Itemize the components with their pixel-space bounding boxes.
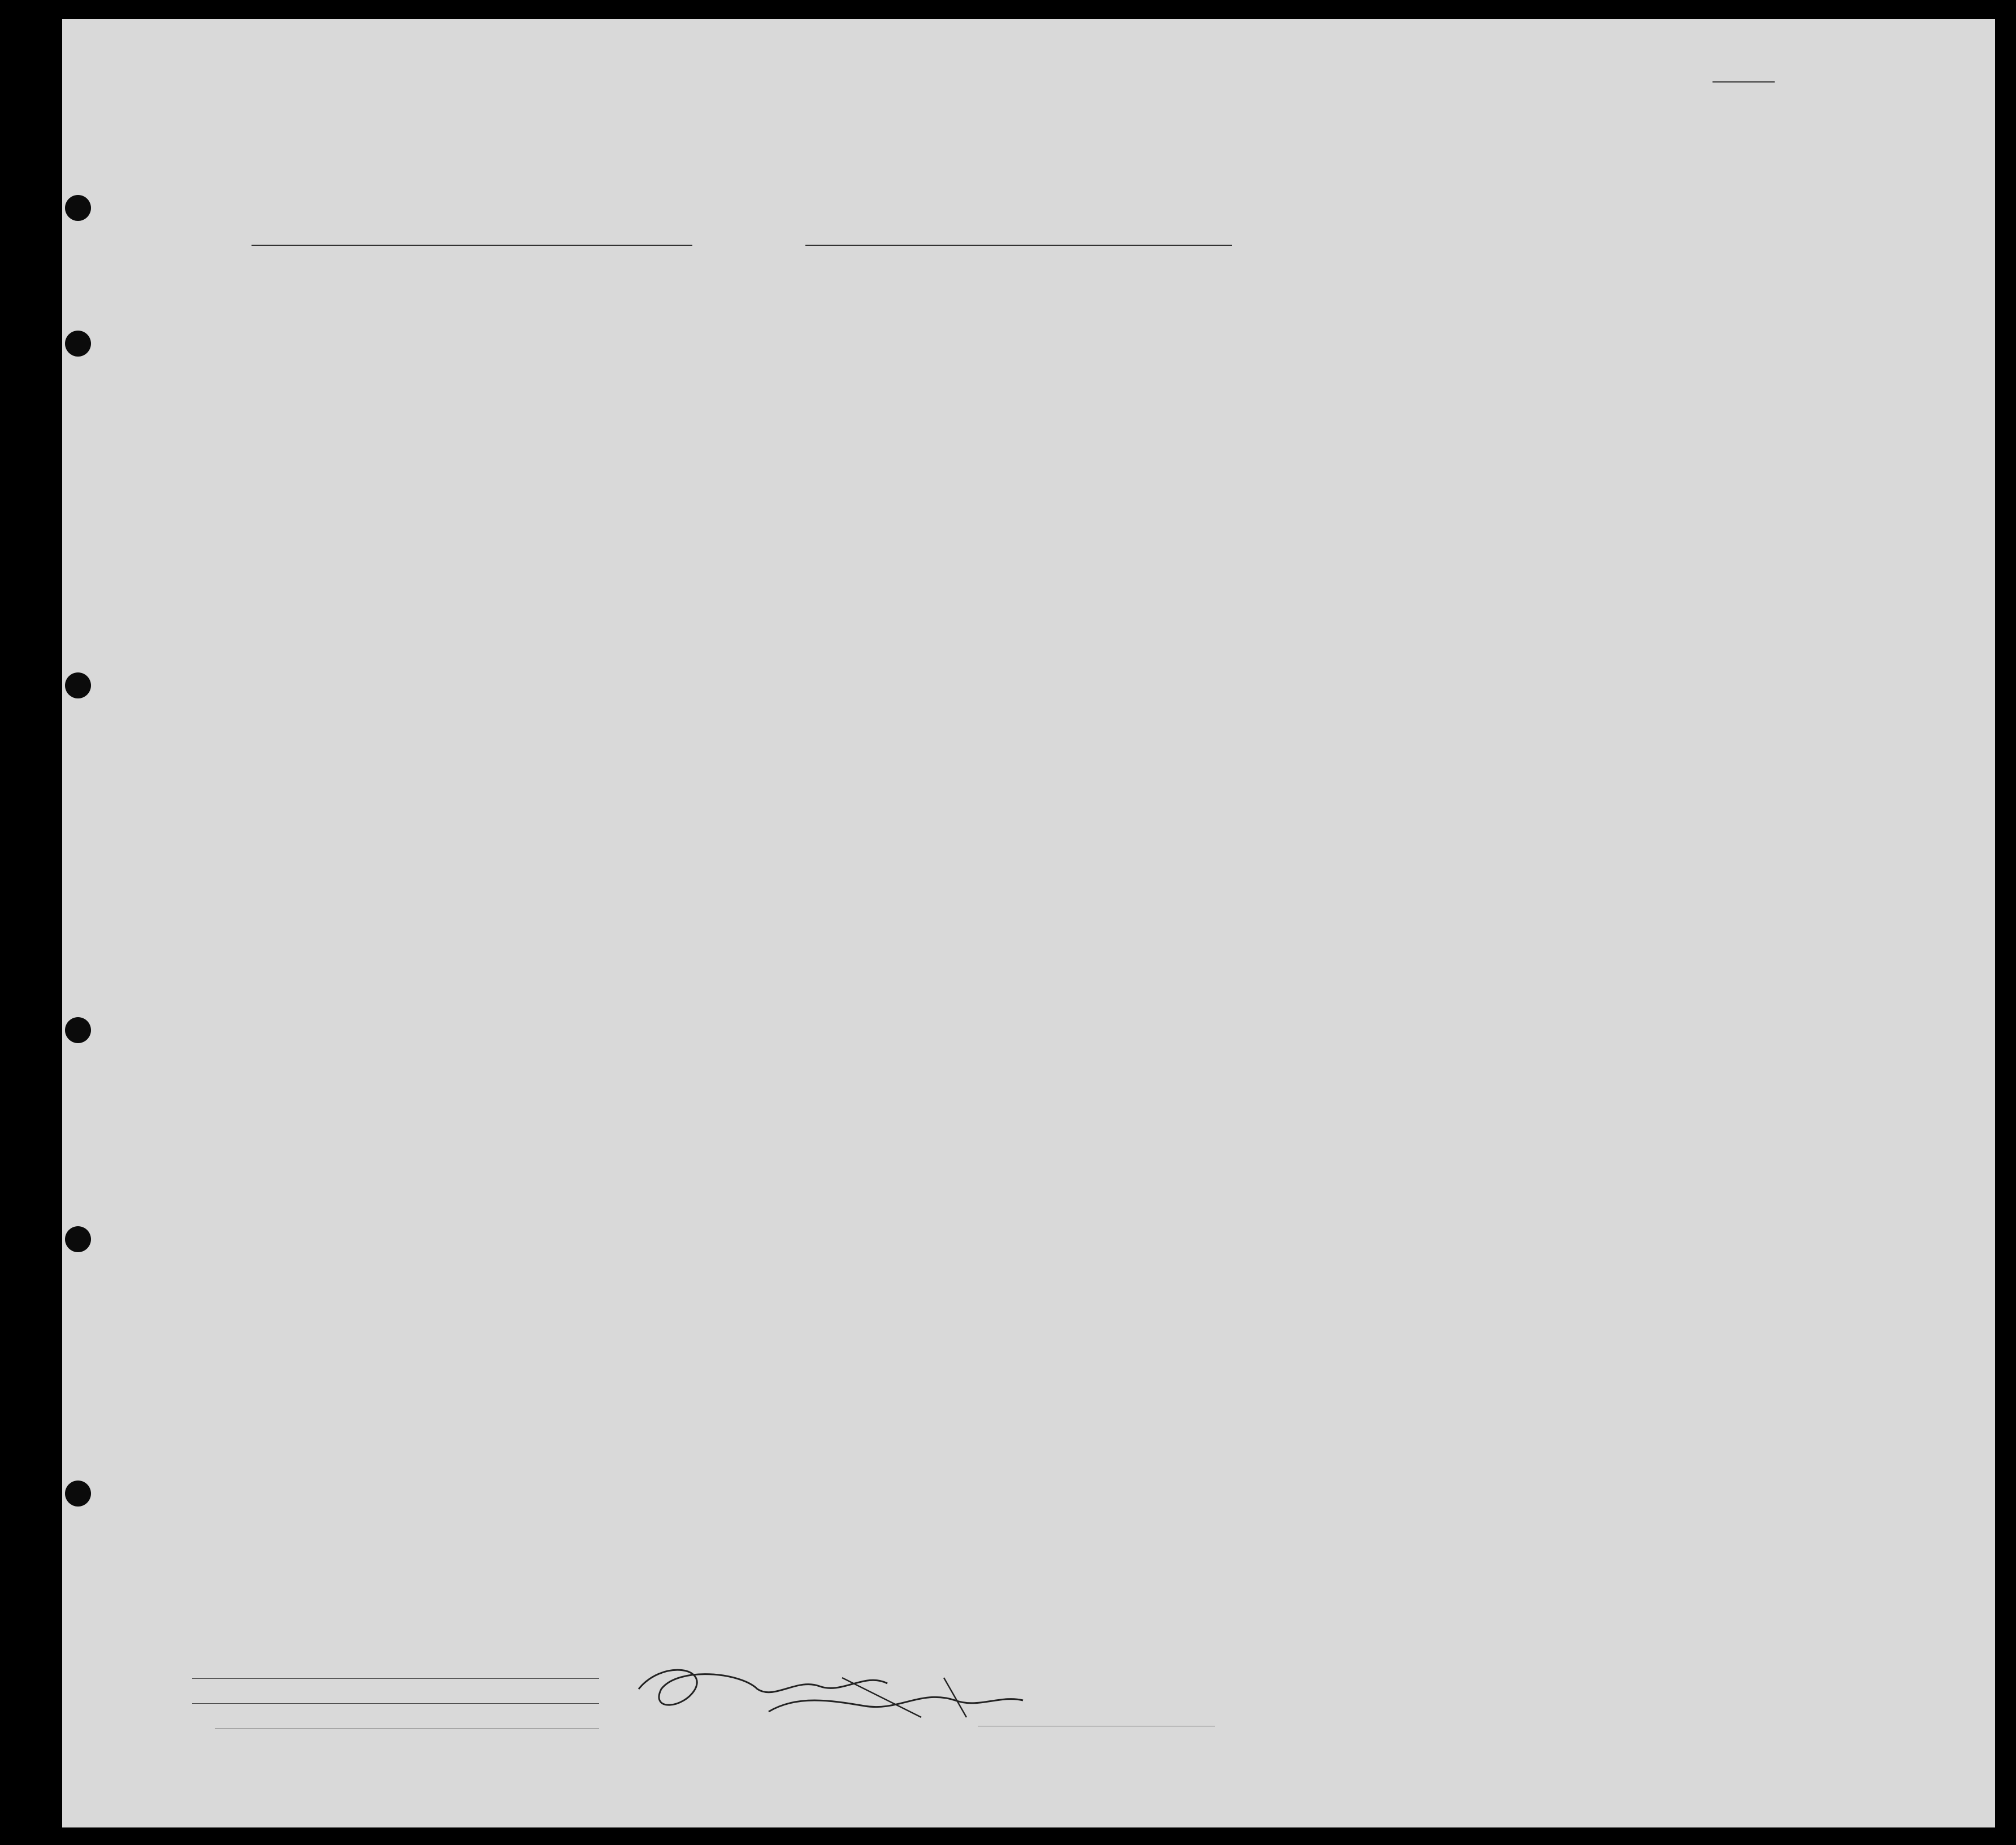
vessel-underline	[252, 245, 692, 246]
owners-underline	[192, 1703, 599, 1704]
date-underline	[1017, 245, 1232, 246]
margin-stamp	[28, 245, 107, 1093]
checkmark-layer	[102, 251, 1916, 1664]
arriving-underline	[805, 245, 1020, 246]
punch-hole	[65, 1017, 91, 1043]
footer-left	[136, 1658, 701, 1782]
manifest-sheet	[62, 19, 1995, 1827]
punch-hole	[65, 1226, 91, 1252]
sheet-number	[1712, 81, 1775, 83]
punch-hole	[65, 672, 91, 698]
punch-hole	[65, 331, 91, 357]
crew-table	[102, 251, 1916, 1664]
inspector-signature-scribble	[627, 1655, 1091, 1740]
vessel-line	[113, 209, 1978, 254]
punch-hole	[65, 195, 91, 221]
punch-hole	[65, 1481, 91, 1507]
sheet-number-block	[1712, 71, 1775, 86]
document-subtitle	[130, 141, 1893, 145]
line-underline	[192, 1678, 599, 1679]
